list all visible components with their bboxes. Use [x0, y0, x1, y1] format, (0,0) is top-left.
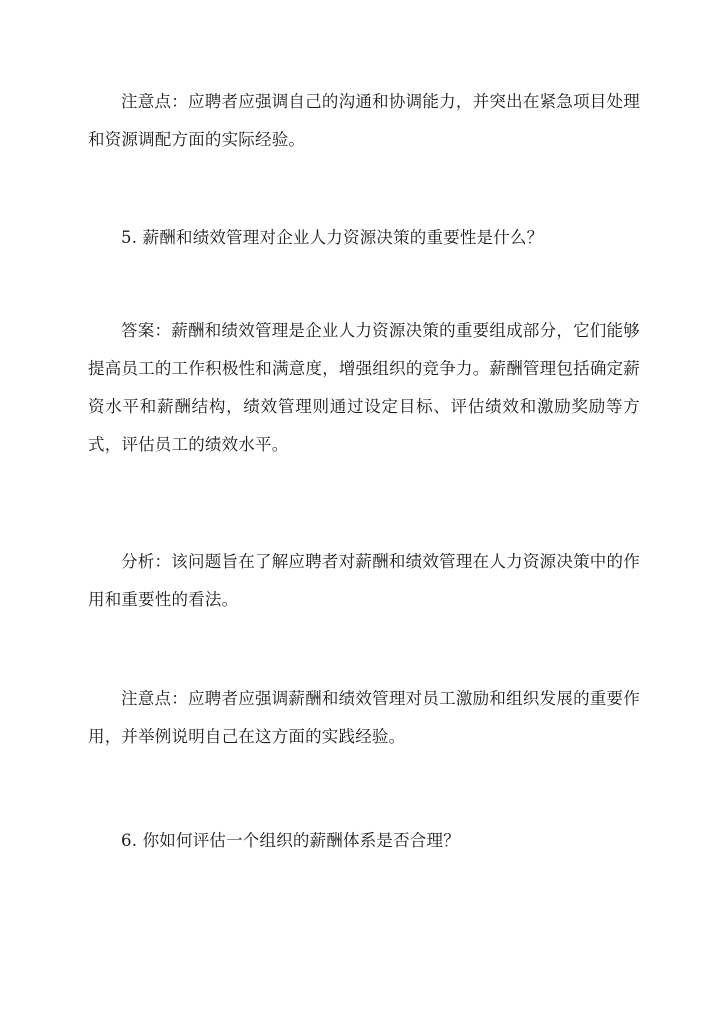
question-6: 6. 你如何评估一个组织的薪酬体系是否合理？	[121, 831, 460, 850]
analysis-paragraph-5: 分析：该问题旨在了解应聘者对薪酬和绩效管理在人力资源决策中的作用和重要性的看法。	[88, 552, 640, 609]
question-5: 5. 薪酬和绩效管理对企业人力资源决策的重要性是什么？	[121, 228, 544, 247]
note-paragraph-5: 注意点：应聘者应强调薪酬和绩效管理对员工激励和组织发展的重要作用，并举例说明自己在这方面的实践经验。	[88, 689, 640, 746]
note-paragraph-4: 注意点：应聘者应强调自己的沟通和协调能力，并突出在紧急项目处理和资源调配方面的实际经验。	[88, 92, 640, 149]
answer-paragraph-5: 答案：薪酬和绩效管理是企业人力资源决策的重要组成部分，它们能够提高员工的工作积极性和满意度，增强组织的竞争力。薪酬管理包括确定薪资水平和薪酬结构，绩效管理则通过设定目标、评估绩效和激励奖励等方式，评估员工的绩效水平。	[88, 321, 640, 454]
